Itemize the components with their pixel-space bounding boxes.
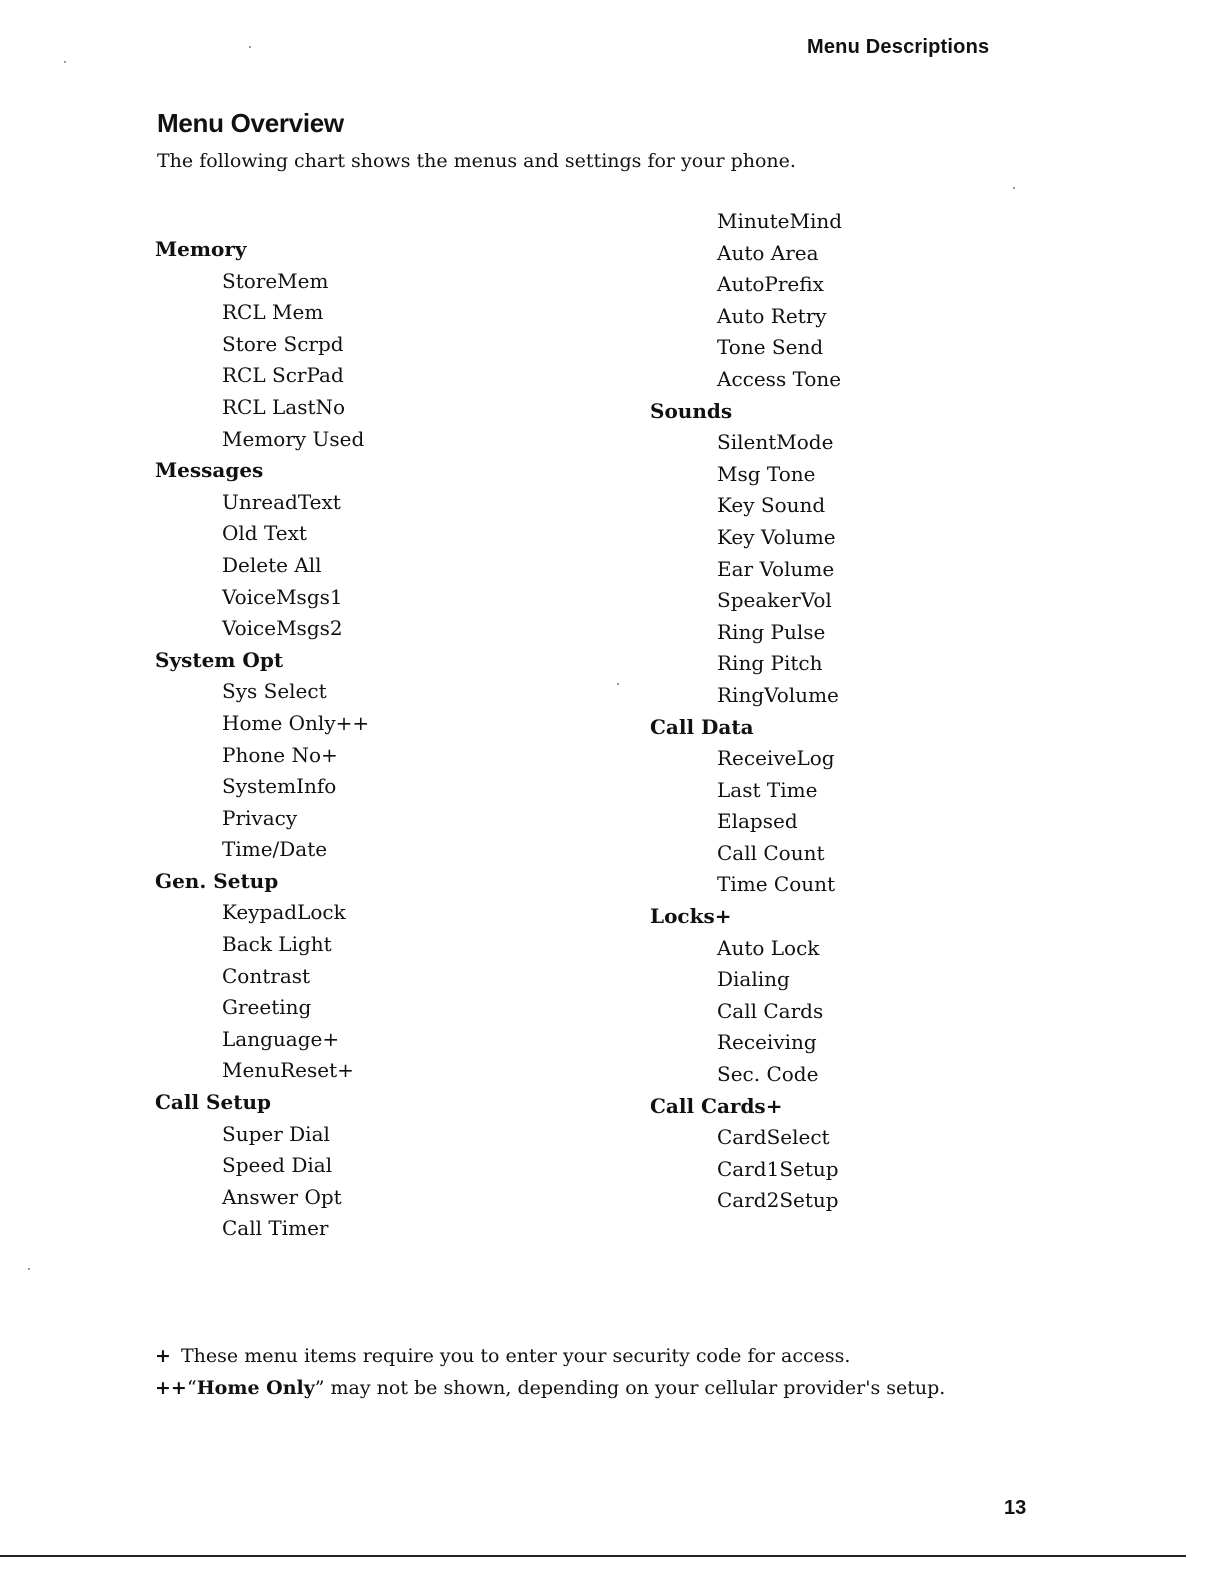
footer-rule	[0, 1555, 1186, 1557]
menu-item: Sec. Code	[717, 1062, 819, 1087]
footnote-single-plus	[155, 1340, 945, 1372]
menu-item: VoiceMsgs1	[222, 584, 343, 609]
menu-item: Ear Volume	[717, 556, 835, 581]
menu-item: Card1Setup	[717, 1156, 839, 1181]
footnote-term: Home Only	[196, 1377, 315, 1399]
menu-item: Contrast	[222, 963, 311, 988]
menu-item: Auto Lock	[717, 935, 820, 960]
menu-item: Time/Date	[222, 837, 328, 862]
menu-item: RCL Mem	[222, 300, 324, 325]
menu-item: Back Light	[222, 932, 332, 957]
menu-item: Super Dial	[222, 1121, 330, 1146]
footnote-quote-close: ”	[314, 1377, 325, 1399]
menu-item: Delete All	[222, 552, 322, 577]
menu-item: Key Volume	[717, 524, 836, 549]
menu-item: RCL LastNo	[222, 394, 346, 419]
scan-speck	[617, 683, 619, 685]
menu-group-heading: Call Data	[650, 714, 754, 739]
menu-item: Store Scrpd	[222, 331, 344, 356]
menu-item: SystemInfo	[222, 774, 337, 799]
menu-item: UnreadText	[222, 489, 341, 514]
scan-speck	[249, 46, 251, 48]
menu-item: StoreMem	[222, 268, 329, 293]
page-number: 13	[1004, 1497, 1027, 1519]
menu-item: RingVolume	[717, 682, 839, 707]
footnote-double-plus	[155, 1372, 945, 1404]
menu-group-heading: Gen. Setup	[155, 868, 279, 893]
menu-item: Call Timer	[222, 1216, 329, 1241]
menu-item: Privacy	[222, 805, 298, 830]
menu-item: SpeakerVol	[717, 588, 832, 613]
menu-item: Receiving	[717, 1030, 817, 1055]
menu-item: Last Time	[717, 777, 818, 802]
menu-item: MenuReset+	[222, 1058, 354, 1083]
menu-item: Auto Retry	[717, 303, 827, 328]
menu-item: Tone Send	[717, 335, 824, 360]
menu-item: MinuteMind	[717, 209, 843, 233]
footnote-text: may not be shown, depending on your cellular provider's setup.	[324, 1377, 946, 1399]
menu-item: Ring Pulse	[717, 619, 826, 644]
menu-item: Dialing	[717, 967, 790, 992]
footnote-text: These menu items require you to enter your security code for access.	[181, 1345, 851, 1367]
footnote-marker: +	[155, 1345, 171, 1367]
menu-item: Call Count	[717, 840, 825, 865]
menu-item: Memory Used	[222, 426, 365, 451]
menu-column-left	[155, 234, 369, 1245]
running-header: Menu Descriptions	[807, 36, 990, 58]
scan-speck	[1013, 187, 1015, 189]
footnote-quote-open: “	[187, 1377, 197, 1399]
menu-group-heading: System Opt	[155, 647, 284, 672]
menu-item: Home Only++	[222, 710, 370, 735]
menu-group-heading: Messages	[155, 458, 264, 483]
menu-item: Greeting	[222, 995, 312, 1020]
menu-item: Old Text	[222, 521, 307, 546]
menu-item: CardSelect	[717, 1125, 830, 1150]
menu-item: Phone No+	[222, 742, 338, 767]
menu-item: AutoPrefix	[717, 272, 824, 297]
menu-item: Time Count	[717, 872, 836, 897]
menu-item: VoiceMsgs2	[222, 616, 343, 641]
menu-group-heading: Memory	[155, 237, 247, 261]
footnote-marker: ++	[155, 1377, 187, 1399]
menu-group-heading: Sounds	[650, 398, 733, 423]
menu-group-heading: Call Cards+	[650, 1093, 783, 1118]
menu-item: Language+	[222, 1026, 340, 1051]
section-title: Menu Overview	[157, 108, 344, 138]
menu-item: Ring Pitch	[717, 651, 823, 676]
menu-item: Speed Dial	[222, 1153, 333, 1178]
menu-item: Call Cards	[717, 998, 824, 1023]
menu-item: Answer Opt	[222, 1184, 342, 1209]
menu-item: Access Tone	[717, 366, 842, 391]
menu-item: Card2Setup	[717, 1188, 839, 1213]
menu-item: RCL ScrPad	[222, 363, 344, 388]
menu-item: Elapsed	[717, 809, 798, 834]
menu-item: KeypadLock	[222, 900, 346, 925]
menu-item: Key Sound	[717, 493, 826, 518]
menu-item: Auto Area	[717, 240, 819, 265]
menu-item: Msg Tone	[717, 461, 816, 486]
scan-speck	[64, 61, 66, 63]
menu-item: SilentMode	[717, 430, 834, 455]
menu-group-heading: Call Setup	[155, 1090, 271, 1115]
intro-paragraph: The following chart shows the menus and settings for your phone.	[157, 150, 796, 172]
footnotes	[155, 1340, 945, 1404]
menu-item: ReceiveLog	[717, 746, 835, 771]
menu-column-right	[650, 206, 842, 1217]
menu-item: Sys Select	[222, 679, 327, 704]
scan-speck	[28, 1268, 30, 1270]
menu-group-heading: Locks+	[650, 904, 732, 929]
